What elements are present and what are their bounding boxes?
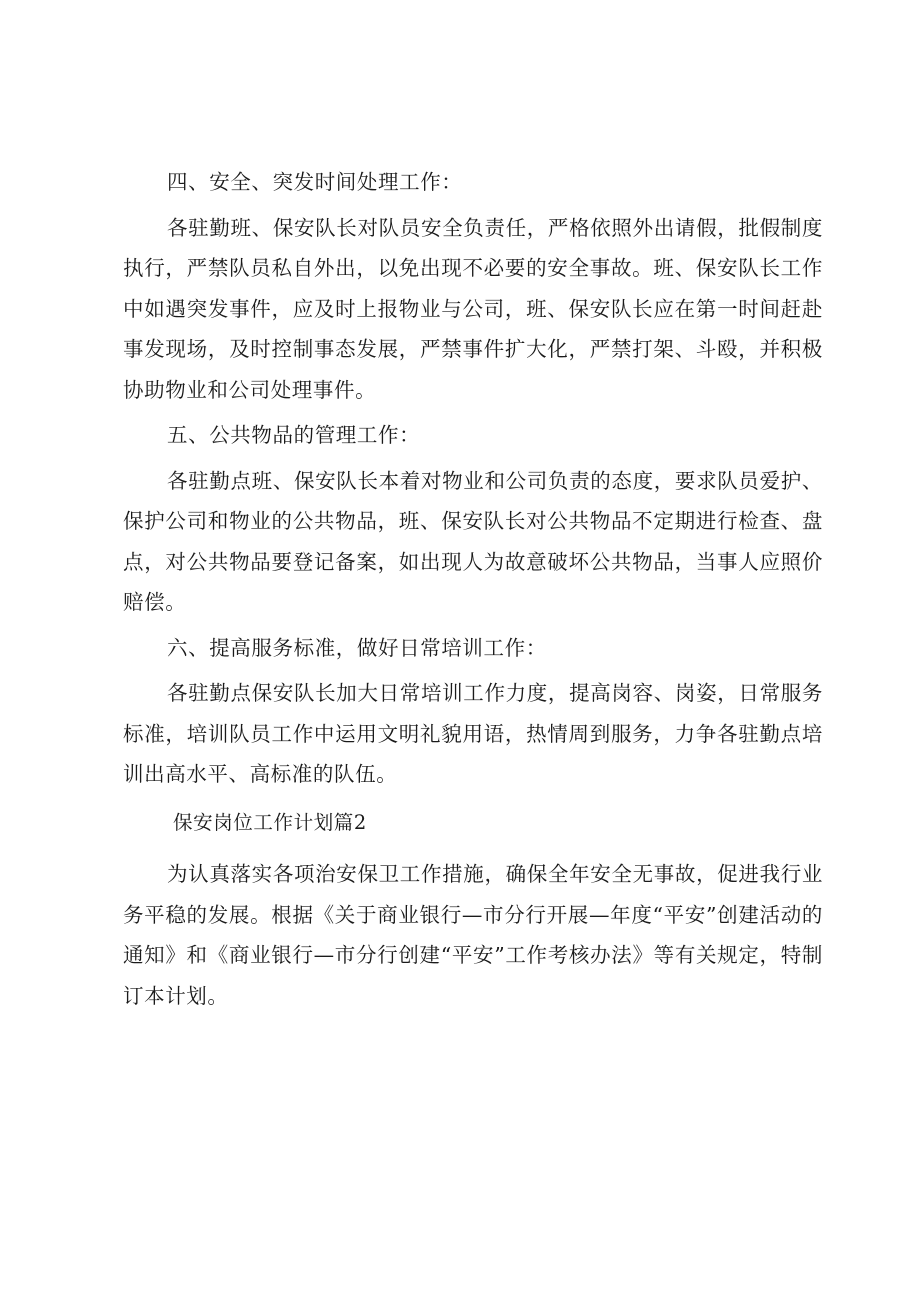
section-heading-public-goods: 五、公共物品的管理工作： bbox=[167, 423, 421, 447]
section-body-security: 各驻勤班、保安队长对队员安全负责任，严格依照外出请假，批假制度执行，严禁队员私自外出，以免出现不必要的安全事故。班、保安队长工作中如遇突发事件，应及时上报物业与公司，班、保安队长应在第一时间赶赴事发现场，及时控制事态发展，严禁事件扩大化，严禁打架、斗殴，并积极协助物业和公司处理事件。 bbox=[123, 215, 823, 402]
closing-paragraph: 为认真落实各项治安保卫工作措施，确保全年安全无事故，促进我行业务平稳的发展。根据《关于商业银行—市分行开展—年度“平安”创建活动的通知》和《商业银行—市分行创建“平安”工作考核办法》等有关规定，特制订本计划。 bbox=[123, 862, 823, 1008]
document-body bbox=[123, 162, 823, 1016]
section-heading-security: 四、安全、突发时间处理工作： bbox=[167, 170, 463, 194]
section-heading-training: 六、提高服务标准，做好日常培训工作： bbox=[167, 635, 547, 660]
section-body-public-goods: 各驻勤点班、保安队长本着对物业和公司负责的态度，要求队员爱护、保护公司和物业的公共物品，班、保安队长对公共物品不定期进行检查、盘点，对公共物品要登记备案，如出现人为故意破坏公共物品，当事人应照价赔偿。 bbox=[123, 468, 823, 614]
section-body-training: 各驻勤点保安队长加大日常培训工作力度，提高岗容、岗姿，日常服务标准，培训队员工作中运用文明礼貌用语，热情周到服务，力争各驻勤点培训出高水平、高标准的队伍。 bbox=[123, 681, 823, 786]
part-title: 保安岗位工作计划篇2 bbox=[173, 810, 367, 834]
